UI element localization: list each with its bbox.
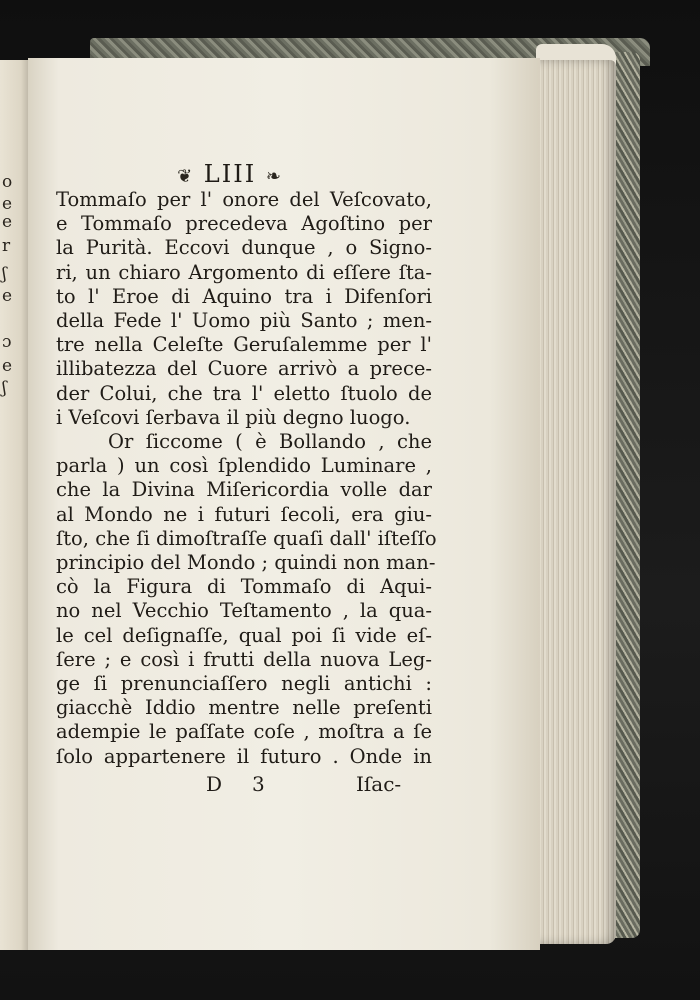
text-line: no nel Vecchio Teſtamento , la qua- [56, 599, 432, 623]
page-number: LIII [203, 160, 257, 188]
text-line: ri, un chiaro Argomento di eſſere ſta- [56, 260, 432, 284]
left-page-fragment: ʃ [2, 264, 7, 284]
text-line: ſere ; e così i frutti della nuova Leg- [56, 647, 432, 671]
signature-letter: D [206, 772, 223, 796]
text-line: der Colui, che tra l' eletto ſtuolo de [56, 381, 432, 405]
text-line: illibatezza del Cuore arrivò a prece- [56, 357, 432, 381]
text-line: e Tommaſo precedeva Agoſtino per [56, 212, 432, 236]
left-page-fragment: r [2, 236, 11, 256]
text-line: che la Divina Miſericordia volle dar [56, 478, 432, 502]
text-line: tre nella Celeſte Geruſalemme per l' [56, 333, 432, 357]
text-line: principio del Mondo ; quindi non man- [56, 551, 436, 575]
text-line: giacchè Iddio mentre nelle preſenti [56, 696, 432, 720]
left-page-fragment: ʃ [2, 378, 7, 398]
text-line: al Mondo ne i futuri ſecoli, era giu- [56, 502, 432, 526]
text-line: parla ) un così ſplendido Luminare , [56, 454, 432, 478]
ornament-right-icon: ❧ [265, 166, 283, 187]
ornament-left-icon: ❦ [177, 166, 195, 187]
left-page-fragment: ɔ [2, 332, 12, 352]
text-line: Or ſiccome ( è Bollando , che [108, 430, 432, 454]
page-header [150, 160, 310, 188]
text-line: cò la Figura di Tommaſo di Aqui- [56, 575, 432, 599]
text-line: della Fede l' Uomo più Santo ; men- [56, 309, 432, 333]
text-line: la Purità. Eccovi dunque , o Signo- [56, 236, 432, 260]
text-line: to l' Eroe di Aquino tra i Difenſori [56, 284, 432, 308]
catchword: Iſac- [356, 772, 402, 796]
left-page-fragment: e [2, 286, 13, 306]
signature-number: 3 [252, 772, 265, 796]
left-page-fragment: e [2, 212, 13, 232]
left-page-edge [0, 60, 31, 950]
text-line: le cel deſignaſſe, qual poi ſi vide eſ- [56, 623, 432, 647]
text-line: ſto, che ſi dimoſtraſſe quaſi dall' iſteſſo [56, 526, 437, 550]
left-page-fragment: o [2, 172, 13, 192]
text-line: Tommaſo per l' onore del Veſcovato, [56, 188, 432, 211]
text-line: i Veſcovi ſerbava il più degno luogo. [56, 405, 411, 429]
text-line: ſolo appartenere il futuro . Onde in [56, 744, 432, 768]
text-line: adempie le paſſate coſe , moſtra a ſe [56, 720, 432, 744]
page-stack-edge [536, 60, 616, 944]
body-text [56, 188, 437, 769]
left-page-fragment: e [2, 194, 13, 214]
text-line: ge ſi prenunciaſſero negli antichi : [56, 672, 432, 696]
left-page-fragment: e [2, 356, 13, 376]
